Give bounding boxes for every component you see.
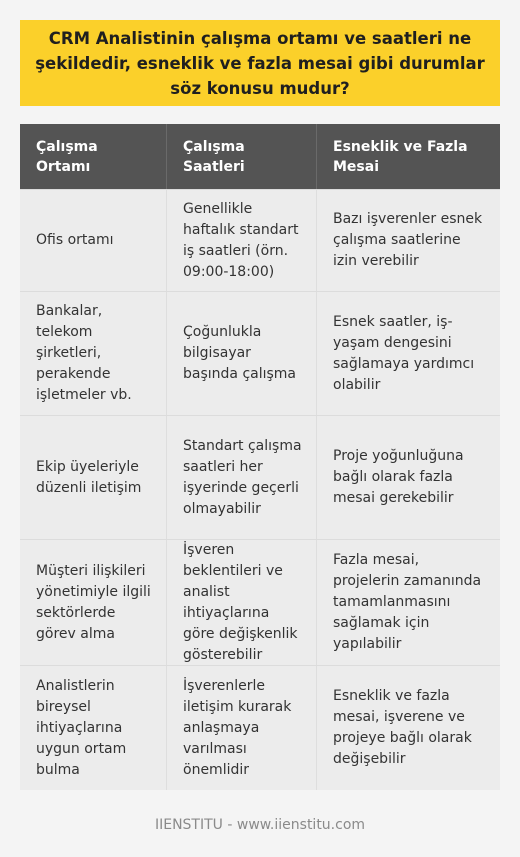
table-row [20, 292, 500, 416]
footer-credit: IIENSTITU - www.iienstitu.com [154, 817, 366, 833]
table-cell: Fazla mesai, projelerin zamanında tamamlanmasını sağlamak için yapılabilir [316, 540, 500, 665]
table-cell: Bankalar, telekom şirketleri, perakende işletmeler vb. [36, 303, 132, 403]
table-cell: Esnek saatler, iş-yaşam dengesini sağlamaya yardımcı olabilir [316, 292, 500, 415]
table-row [20, 190, 500, 292]
table-cell: Ofis ortamı [36, 232, 114, 248]
table-row [20, 540, 500, 666]
table-cell: Standart çalışma saatleri her işyerinde geçerli olmayabilir [166, 416, 316, 539]
table-cell: Proje yoğunluğuna bağlı olarak fazla mesai gerekebilir [316, 416, 500, 539]
table-cell: Ekip üyeleriyle düzenli iletişim [36, 458, 142, 496]
header-cell-hours: Çalışma Saatleri [166, 124, 316, 189]
table-row [20, 666, 500, 790]
page-title: CRM Analistinin çalışma ortamı ve saatleri ne şekildedir, esneklik ve fazla mesai gibi durumlar söz konusu mudur? [20, 20, 500, 106]
table-cell: Bazı işverenler esnek çalışma saatlerine izin verebilir [316, 190, 500, 291]
table-cell: Çoğunlukla bilgisayar başında çalışma [166, 292, 316, 415]
table-cell: Analistlerin bireysel ihtiyaçlarına uygun ortam bulma [36, 677, 127, 778]
table-cell: İşverenlerle iletişim kurarak anlaşmaya varılması önemlidir [166, 666, 316, 790]
table-cell: Genellikle haftalık standart iş saatleri (örn. 09:00-18:00) [166, 190, 316, 291]
table-cell: İşveren beklentileri ve analist ihtiyaçlarına göre değişkenlik gösterebilir [166, 540, 316, 665]
info-table [20, 124, 500, 790]
table-cell: Esneklik ve fazla mesai, işverene ve projeye bağlı olarak değişebilir [316, 666, 500, 790]
header-cell-flexibility: Esneklik ve Fazla Mesai [316, 124, 500, 189]
table-header-row [20, 124, 500, 190]
table-cell: Müşteri ilişkileri yönetimiyle ilgili sektörlerde görev alma [36, 562, 151, 642]
table-row [20, 416, 500, 540]
header-cell-environment: Çalışma Ortamı [36, 138, 98, 175]
